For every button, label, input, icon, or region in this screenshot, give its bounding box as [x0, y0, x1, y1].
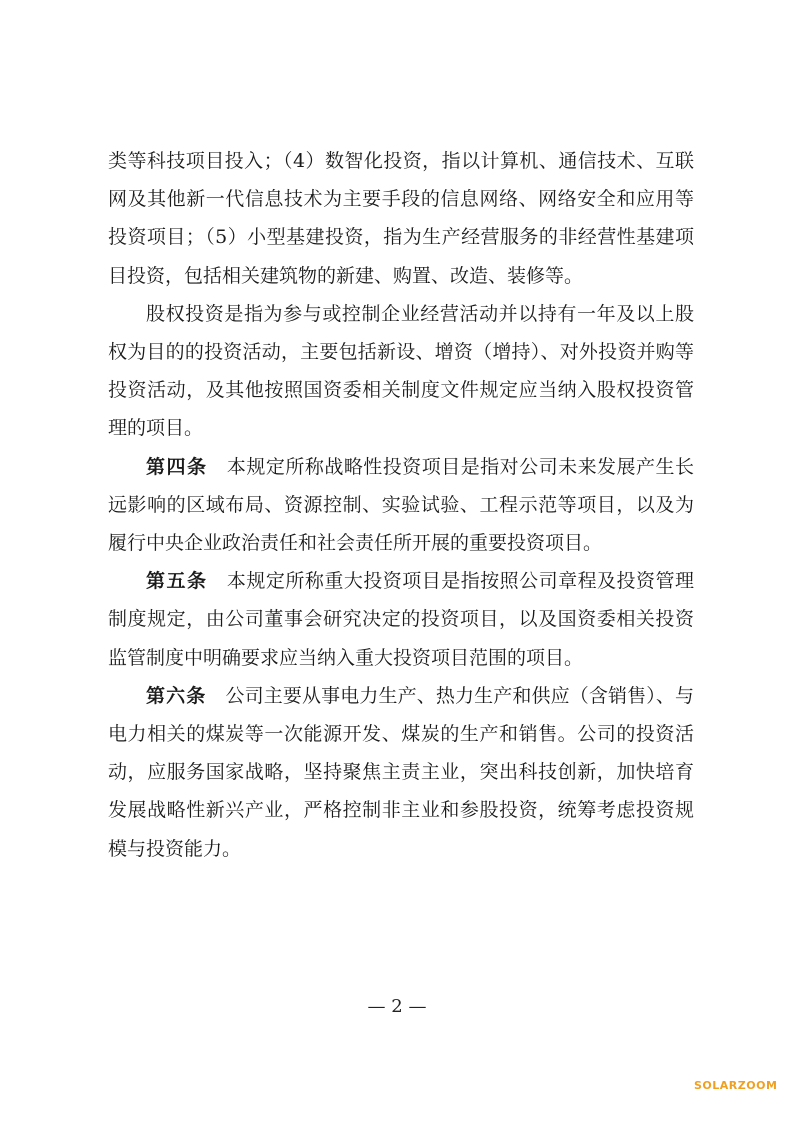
document-body — [108, 142, 694, 868]
article-4 — [108, 448, 694, 563]
page-number: — 2 — — [367, 996, 427, 1017]
article-label: 第四条 — [146, 455, 208, 478]
article-5 — [108, 562, 694, 677]
paragraph-text: 本规定所称战略性投资项目是指对公司未来发展产生长远影响的区域布局、资源控制、实验试验、工程示范等项目，以及为履行中央企业政治责任和社会责任所开展的重要投资项目。 — [108, 455, 694, 555]
paragraph-text: 类等科技项目投入；（4）数智化投资，指以计算机、通信技术、互联网及其他新一代信息技术为主要手段的信息网络、网络安全和应用等投资项目；（5）小型基建投资，指为生产经营服务的非经营性基建项目投资，包括相关建筑物的新建、购置、改造、装修等。 — [108, 150, 694, 287]
paragraph-text: 公司主要从事电力生产、热力生产和供应（含销售）、与电力相关的煤炭等一次能源开发、煤炭的生产和销售。公司的投资活动，应服务国家战略，坚持聚焦主责主业，突出科技创新，加快培育发展战略性新兴产业，严格控制非主业和参股投资，统筹考虑投资规模与投资能力。 — [108, 684, 694, 860]
article-6 — [108, 677, 694, 868]
paragraph-text: 股权投资是指为参与或控制企业经营活动并以持有一年及以上股权为目的的投资活动，主要包括新设、增资（增持）、对外投资并购等投资活动，及其他按照国资委相关制度文件规定应当纳入股权投资管理的项目。 — [108, 302, 694, 440]
paragraph-investment-categories — [108, 142, 694, 295]
paragraph-text: 本规定所称重大投资项目是指按照公司章程及投资管理制度规定，由公司董事会研究决定的投资项目，以及国资委相关投资监管制度中明确要求应当纳入重大投资项目范围的项目。 — [108, 570, 694, 669]
article-label: 第六条 — [146, 684, 207, 707]
article-label: 第五条 — [146, 570, 208, 593]
watermark-logo: SOLARZOOM — [694, 1079, 778, 1092]
paragraph-equity-investment — [108, 295, 694, 448]
